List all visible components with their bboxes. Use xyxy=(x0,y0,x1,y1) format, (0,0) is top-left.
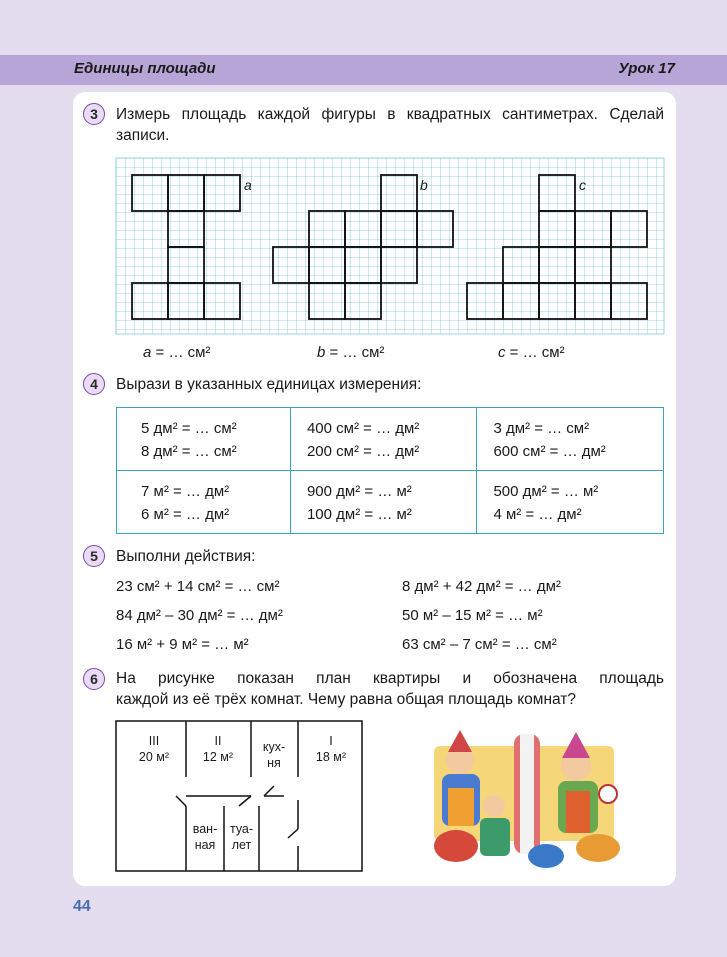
expression: 8 дм² + 42 дм² = … дм² xyxy=(402,578,561,595)
clown-body xyxy=(566,791,590,833)
plan-door xyxy=(176,796,186,806)
expression: 50 м² – 15 м² = … м² xyxy=(402,607,543,624)
answer-b: b = … см² xyxy=(317,344,385,361)
room-label: ная xyxy=(194,838,216,852)
task-6-number: 6 xyxy=(83,668,105,690)
answer-a: a = … см² xyxy=(143,344,211,361)
conversion-item: 3 дм² = … см² xyxy=(493,420,590,437)
figure-b-label: b xyxy=(420,177,428,193)
task-4-text: Вырази в указанных единицах измерения: xyxy=(116,376,422,393)
room-label: лет xyxy=(231,838,252,852)
tiger xyxy=(576,834,620,862)
lesson-number: Урок 17 xyxy=(618,60,675,77)
expression: 63 см² – 7 см² = … см² xyxy=(402,636,557,653)
task-3-text: Измерь площадь каждой фигуры в квадратных сантиметрах. Сделай записи. xyxy=(116,106,664,144)
expression: 84 дм² – 30 дм² = … дм² xyxy=(116,607,283,624)
kitchen xyxy=(254,739,294,771)
conversion-item: 4 м² = … дм² xyxy=(493,506,582,523)
drum xyxy=(528,844,564,868)
conversion-item: 400 см² = … дм² xyxy=(306,420,420,437)
plan-door xyxy=(264,786,274,796)
plan-door xyxy=(239,796,251,806)
task-4-number: 4 xyxy=(83,373,105,395)
page-number: 44 xyxy=(73,898,91,915)
clown-hat xyxy=(448,730,472,752)
room-area: 20 м² xyxy=(138,750,170,764)
conversion-item: 5 дм² = … см² xyxy=(141,420,237,437)
room-number: I xyxy=(329,734,333,748)
conversion-item: 900 дм² = … м² xyxy=(306,483,412,500)
clown-head xyxy=(483,795,505,817)
room-label: ван- xyxy=(192,822,218,836)
conversion-item: 8 дм² = … см² xyxy=(141,443,237,460)
task-5-text: Выполни действия: xyxy=(116,548,256,565)
figure-c-label: c xyxy=(579,177,586,193)
conversion-item: 200 см² = … дм² xyxy=(306,443,420,460)
conversion-item: 500 дм² = … м² xyxy=(493,483,599,500)
conversion-item: 7 м² = … дм² xyxy=(141,483,230,500)
room-label: кух- xyxy=(262,740,286,754)
bathroom xyxy=(186,821,224,853)
figure-a-label: a xyxy=(244,177,252,193)
conversion-item: 600 см² = … дм² xyxy=(493,443,606,460)
task-5-number: 5 xyxy=(83,545,105,567)
room-3 xyxy=(134,733,174,765)
ball xyxy=(599,785,617,803)
answer-c: c = … см² xyxy=(498,344,565,361)
task-6-text-line1: На рисунке показан план квартиры и обозначена площадь xyxy=(116,670,664,687)
room-2 xyxy=(196,733,240,765)
clown-hat xyxy=(562,732,590,758)
room-label: туа- xyxy=(229,822,254,836)
conversion-item: 6 м² = … дм² xyxy=(141,506,230,523)
clown-body xyxy=(480,818,510,856)
room-area: 12 м² xyxy=(202,750,234,764)
plan-door xyxy=(288,829,298,838)
toilet xyxy=(224,821,259,853)
room-number: III xyxy=(148,734,160,748)
expression: 23 см² + 14 см² = … см² xyxy=(116,578,280,595)
drum xyxy=(434,830,478,862)
task-3-number: 3 xyxy=(83,103,105,125)
conversion-item: 100 дм² = … м² xyxy=(306,506,412,523)
clown-body xyxy=(448,788,474,826)
room-number: II xyxy=(214,734,222,748)
room-1 xyxy=(307,733,355,765)
room-area: 18 м² xyxy=(315,750,347,764)
illustration-cylinder xyxy=(520,734,534,854)
task-6-text-line2: каждой из её трёх комнат. Чему равна общая площадь комнат? xyxy=(116,691,577,708)
clowns-illustration xyxy=(426,728,626,878)
expression: 16 м² + 9 м² = … м² xyxy=(116,636,249,653)
page-title: Единицы площади xyxy=(74,60,216,77)
room-label: ня xyxy=(267,756,281,770)
